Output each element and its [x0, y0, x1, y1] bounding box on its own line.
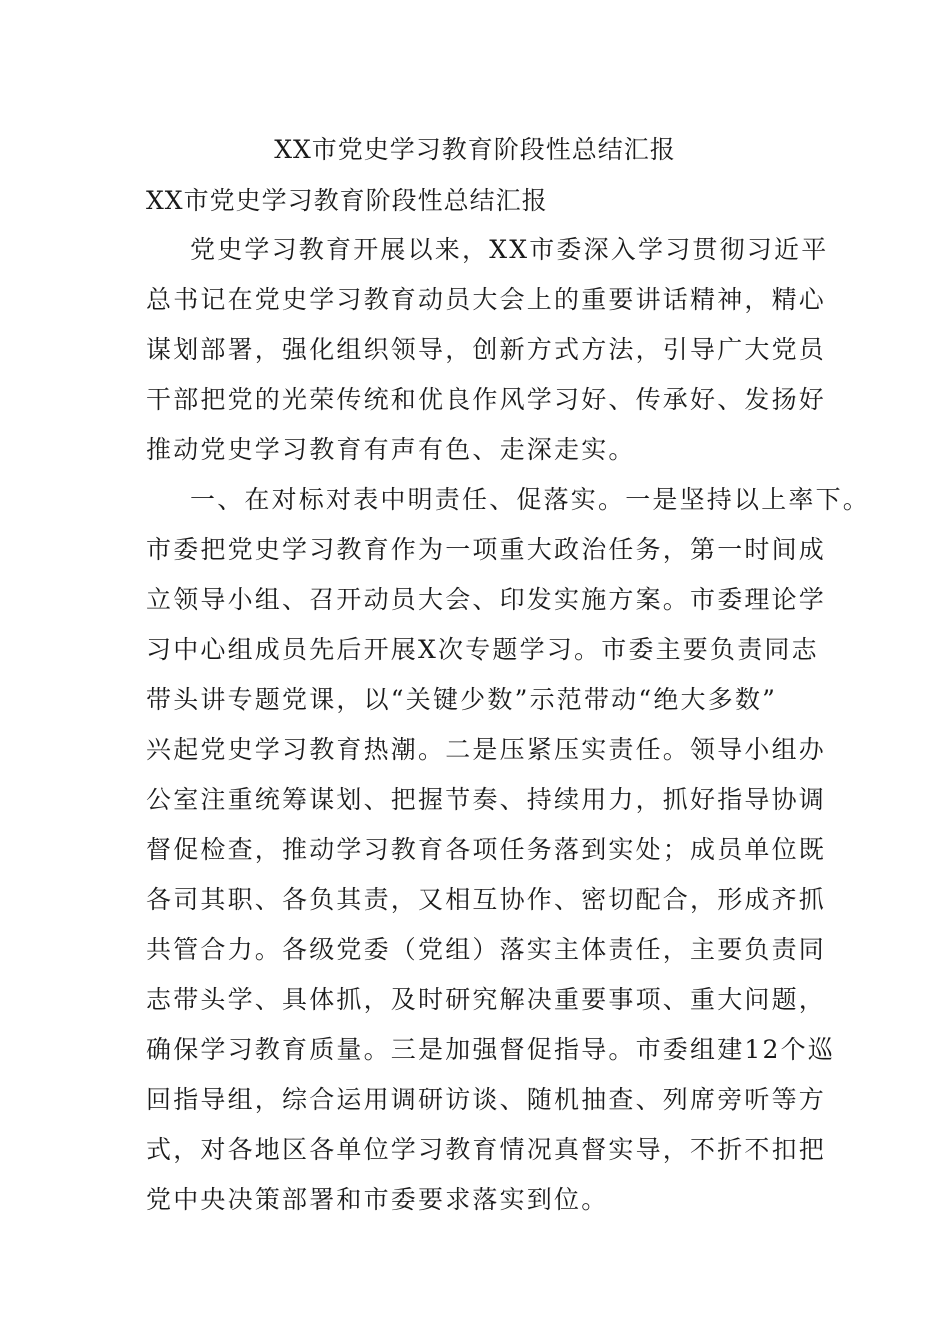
- paragraph-line: 总书记在党史学习教育动员大会上的重要讲话精神，精心: [146, 285, 827, 314]
- paragraph-line: 确保学习教育质量。三是加强督促指导。市委组建12个巡: [146, 1035, 836, 1064]
- paragraph-line: 市委把党史学习教育作为一项重大政治任务，第一时间成: [146, 535, 827, 564]
- paragraph-line: 式，对各地区各单位学习教育情况真督实导，不折不扣把: [146, 1135, 827, 1164]
- paragraph-line: 兴起党史学习教育热潮。二是压紧压实责任。领导小组办: [146, 735, 827, 764]
- paragraph-line: 立领导小组、召开动员大会、印发实施方案。市委理论学: [146, 585, 827, 614]
- paragraph-line: 一、在对标对表中明责任、促落实。一是坚持以上率下。: [190, 485, 871, 514]
- paragraph-line: 习中心组成员先后开展X次专题学习。市委主要负责同志: [146, 635, 819, 664]
- paragraph-line: 推动党史学习教育有声有色、走深走实。: [146, 435, 636, 464]
- paragraph-line: 各司其职、各负其责，又相互协作、密切配合，形成齐抓: [146, 885, 827, 914]
- paragraph-line: 谋划部署，强化组织领导，创新方式方法，引导广大党员: [146, 335, 827, 364]
- paragraph-line: 干部把党的光荣传统和优良作风学习好、传承好、发扬好: [146, 385, 827, 414]
- paragraph-line: 公室注重统筹谋划、把握节奏、持续用力，抓好指导协调: [146, 785, 827, 814]
- paragraph-line: 督促检查，推动学习教育各项任务落到实处；成员单位既: [146, 835, 827, 864]
- document-body: [146, 232, 871, 1232]
- paragraph-line: 回指导组，综合运用调研访谈、随机抽查、列席旁听等方: [146, 1085, 827, 1114]
- paragraph-line: 志带头学、具体抓，及时研究解决重要事项、重大问题，: [146, 985, 827, 1014]
- document-subtitle: XX市党史学习教育阶段性总结汇报: [146, 186, 548, 215]
- paragraph-line: 带头讲专题党课，以“关键少数”示范带动“绝大多数”: [146, 685, 778, 714]
- paragraph-line: 共管合力。各级党委（党组）落实主体责任，主要负责同: [146, 935, 827, 964]
- paragraph-line: 党史学习教育开展以来，XX市委深入学习贯彻习近平: [190, 235, 829, 264]
- paragraph-line: 党中央决策部署和市委要求落实到位。: [146, 1185, 609, 1214]
- document-title: XX市党史学习教育阶段性总结汇报: [274, 135, 676, 164]
